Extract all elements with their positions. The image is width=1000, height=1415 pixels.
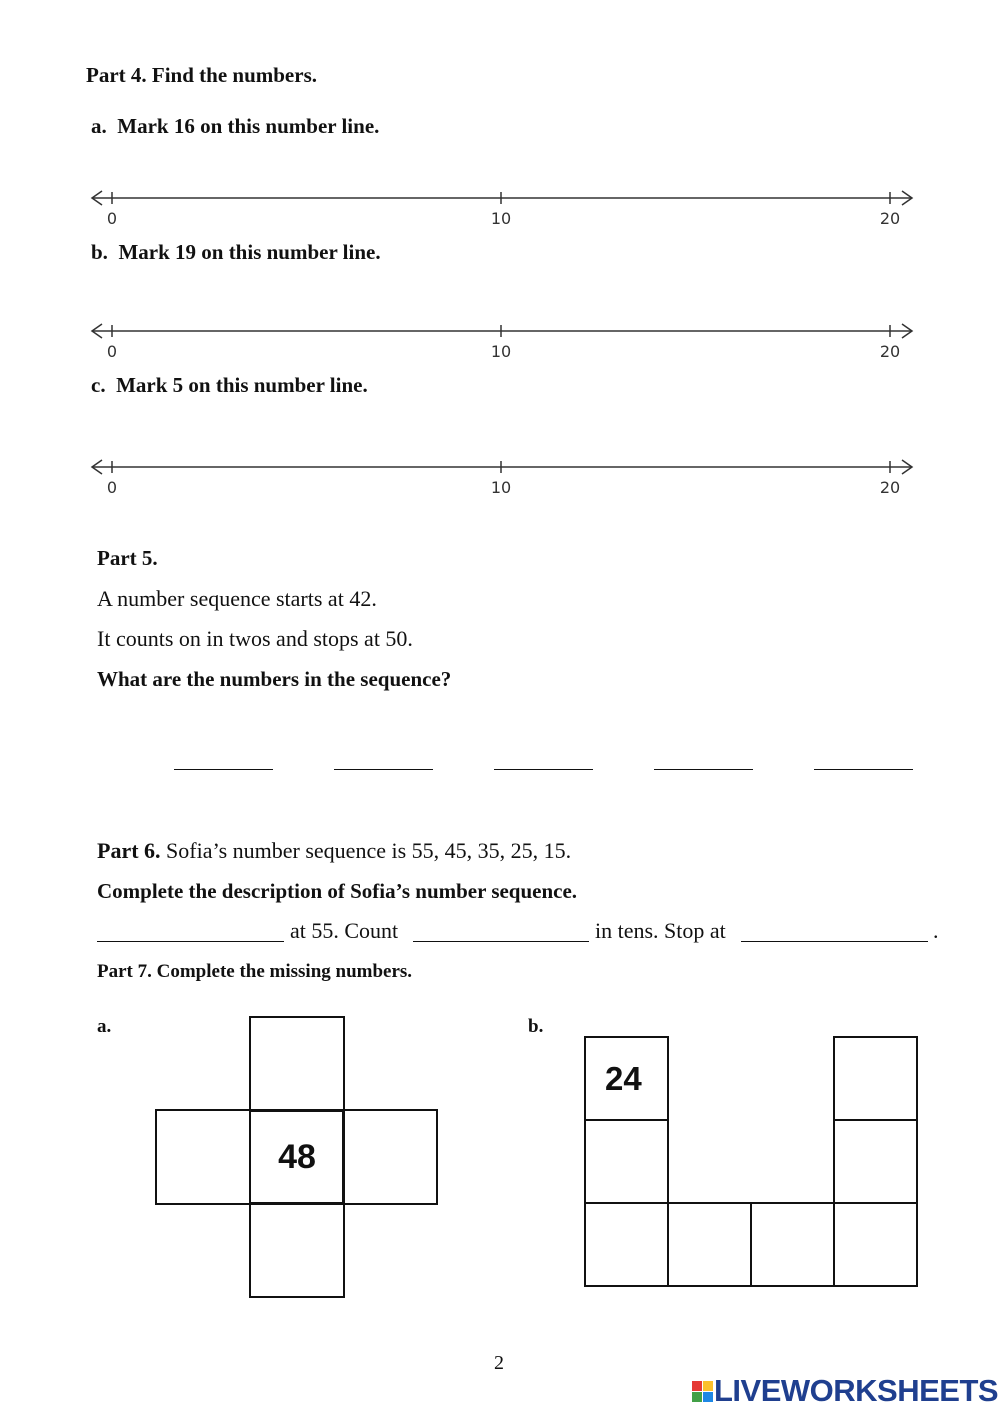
number-line-c[interactable] <box>88 457 918 497</box>
part7-title: Part 7. Complete the missing numbers. <box>97 961 413 982</box>
sequence-blank-2[interactable] <box>334 769 433 770</box>
part6-statement <box>97 838 571 864</box>
description-blank-2[interactable] <box>413 941 589 942</box>
item-c-label: c. <box>91 373 106 397</box>
item-c-text: Mark 5 on this number line. <box>116 373 368 397</box>
svg-text:20: 20 <box>879 478 901 497</box>
part5-question: What are the numbers in the sequence? <box>97 667 452 691</box>
sequence-blank-3[interactable] <box>494 769 593 770</box>
item-b-text: Mark 19 on this number line. <box>118 240 381 264</box>
logo-text: LIVEWORKSHEETS <box>714 1373 999 1408</box>
sequence-blank-4[interactable] <box>654 769 753 770</box>
number-line-a[interactable] <box>88 188 918 228</box>
item-a-text: Mark 16 on this number line. <box>117 114 380 138</box>
sequence-blank-1[interactable] <box>174 769 273 770</box>
grid-a-center-cell: 48 <box>249 1109 345 1205</box>
svg-text:10: 10 <box>490 478 512 497</box>
grid-b-bottom-cell-2[interactable] <box>667 1202 752 1287</box>
svg-text:20: 20 <box>879 342 901 361</box>
item-a-label: a. <box>91 114 107 138</box>
part4-title: Part 4. Find the numbers. <box>86 63 317 87</box>
part7-b-label: b. <box>528 1016 544 1037</box>
item-b-label: b. <box>91 240 108 264</box>
part6-title: Part 6. <box>97 838 161 863</box>
description-blank-3[interactable] <box>741 941 928 942</box>
description-seg3: . <box>933 918 939 943</box>
part5-line2: It counts on in twos and stops at 50. <box>97 626 413 651</box>
description-seg2: in tens. Stop at <box>595 918 726 943</box>
grid-b-right-top-cell[interactable] <box>833 1036 918 1121</box>
grid-a-bottom-cell[interactable] <box>249 1202 345 1298</box>
description-seg1: at 55. Count <box>290 918 399 943</box>
svg-text:10: 10 <box>490 342 512 361</box>
grid-a-left-cell[interactable] <box>155 1109 251 1205</box>
part6-instruction: Complete the description of Sofia’s number sequence. <box>97 879 578 903</box>
tick-label-10: 10 <box>490 209 512 228</box>
part6-text: Sofia’s number sequence is 55, 45, 35, 25, 15. <box>166 838 572 863</box>
item-c <box>91 373 368 398</box>
grid-b-bottom-cell-4[interactable] <box>833 1202 918 1287</box>
grid-a-right-cell[interactable] <box>342 1109 438 1205</box>
tick-label-0: 0 <box>106 209 118 228</box>
page-number: 2 <box>494 1352 504 1374</box>
part7-a-label: a. <box>97 1016 112 1037</box>
grid-b-left-mid-cell[interactable] <box>584 1119 669 1204</box>
grid-a-top-cell[interactable] <box>249 1016 345 1112</box>
item-a <box>91 114 379 139</box>
grid-b-bottom-cell-3[interactable] <box>750 1202 835 1287</box>
number-line-b[interactable] <box>88 321 918 361</box>
tick-label-20: 20 <box>879 209 901 228</box>
part5-line1: A number sequence starts at 42. <box>97 586 377 611</box>
svg-text:0: 0 <box>106 342 118 361</box>
description-blank-1[interactable] <box>97 941 284 942</box>
sequence-blank-5[interactable] <box>814 769 913 770</box>
grid-b-start-cell: 24 <box>584 1036 669 1121</box>
grid-b-right-mid-cell[interactable] <box>833 1119 918 1204</box>
logo-blocks-icon <box>692 1377 714 1405</box>
item-b <box>91 240 381 265</box>
grid-b-bottom-cell-1[interactable] <box>584 1202 669 1287</box>
liveworksheets-logo <box>692 1374 998 1408</box>
part5-title: Part 5. <box>97 546 158 570</box>
svg-text:0: 0 <box>106 478 118 497</box>
